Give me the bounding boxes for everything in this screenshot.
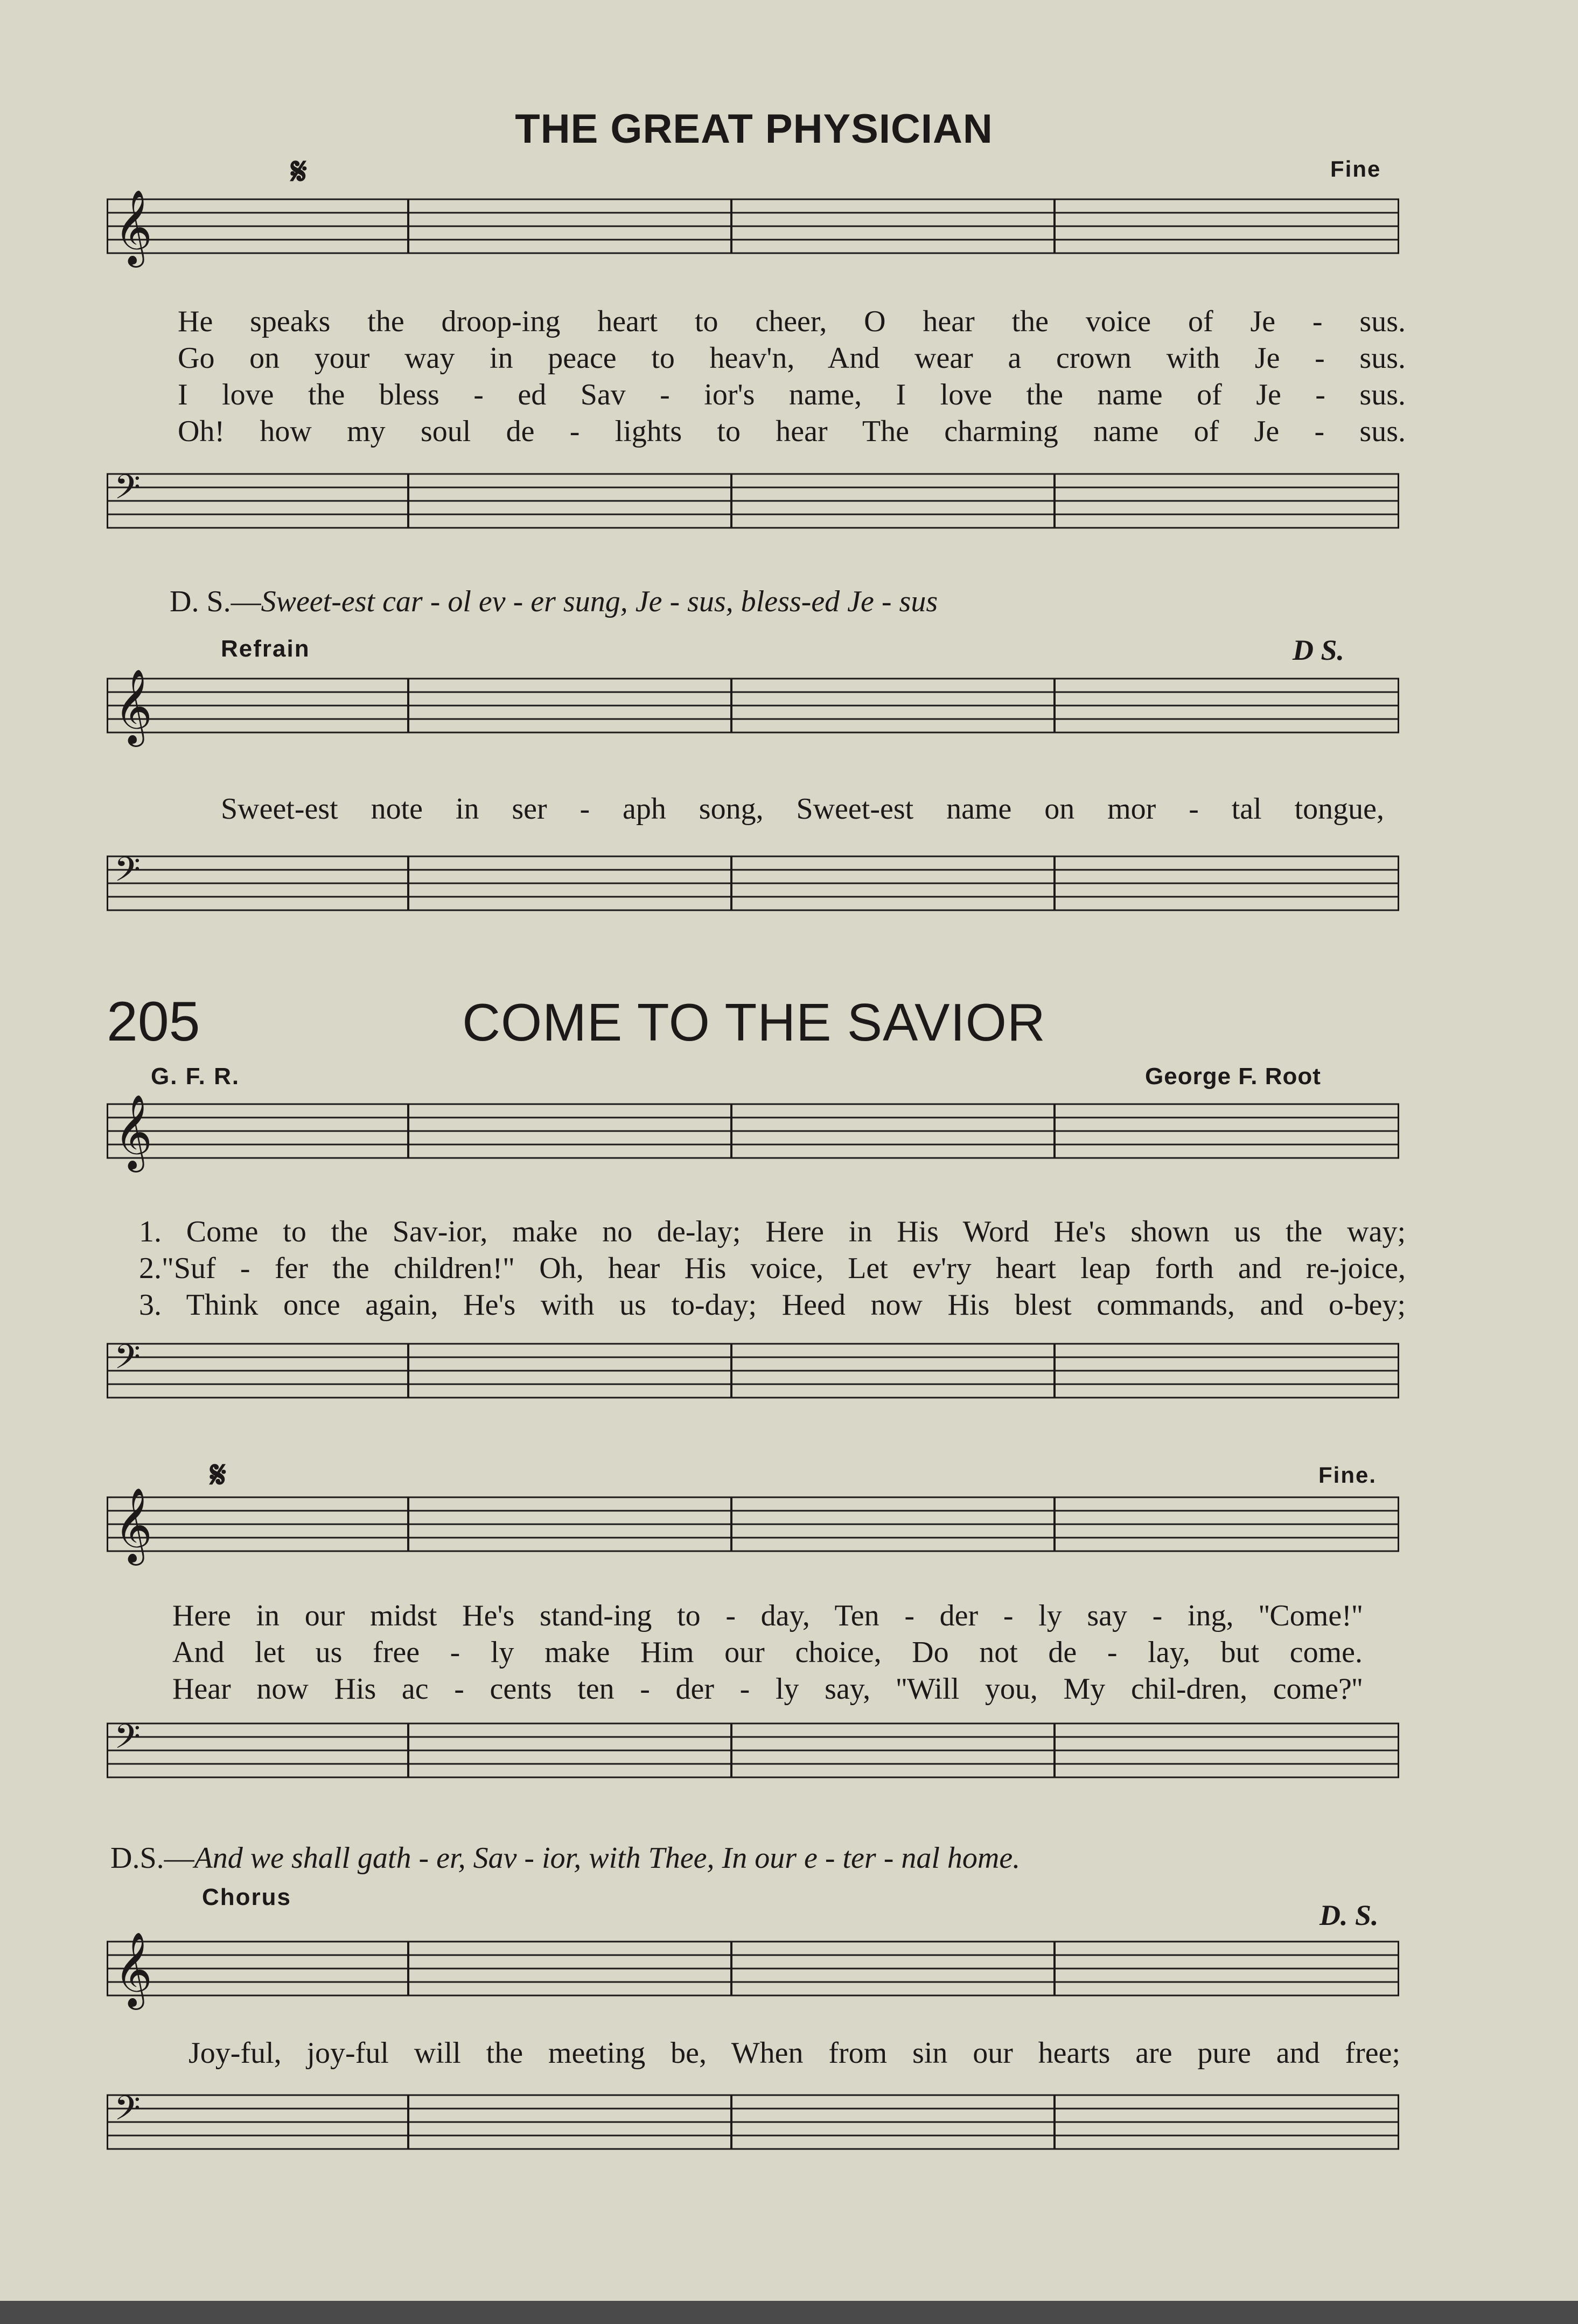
- music-staff-treble: [107, 1931, 1399, 2017]
- svg-text:𝄢: 𝄢: [114, 1716, 141, 1764]
- verse-line: 3. Think once again, He's with us to-day; Heed now His blest commands, and o-bey;: [139, 1288, 1406, 1322]
- ds-mark: D. S.: [1319, 1899, 1379, 1931]
- svg-text:𝄞: 𝄞: [114, 1094, 152, 1169]
- refrain-line: Sweet-est note in ser - aph song, Sweet-est name on mor - tal tongue,: [221, 792, 1384, 826]
- svg-text:𝄞: 𝄞: [114, 190, 152, 264]
- music-staff-bass: [107, 846, 1399, 932]
- music-staff-treble: [107, 1486, 1399, 1573]
- author-initials: G. F. R.: [151, 1063, 240, 1090]
- fine-marking: Fine: [1330, 156, 1381, 182]
- verse-line: Oh! how my soul de - lights to hear The charming name of Je - sus.: [178, 415, 1406, 448]
- verse-line: I love the bless - ed Sav - ior's name, I love the name of Je - sus.: [178, 378, 1406, 411]
- svg-text:𝄞: 𝄞: [114, 1932, 152, 2007]
- svg-text:𝄞: 𝄞: [114, 669, 152, 744]
- music-staff-bass: [107, 1333, 1399, 1419]
- music-staff-treble: [107, 668, 1399, 754]
- verse-line: 2."Suf - fer the children!" Oh, hear His voice, Let ev'ry heart leap forth and re-joice,: [139, 1252, 1406, 1285]
- ds-text: Sweet-est car - ol ev - er sung, Je - sus, bless-ed Je - sus: [261, 585, 938, 618]
- verse-line: He speaks the droop-ing heart to cheer, O hear the voice of Je - sus.: [178, 305, 1406, 338]
- verse-line: 1. Come to the Sav-ior, make no de-lay; Here in His Word He's shown us the way;: [139, 1215, 1406, 1248]
- svg-text:𝄢: 𝄢: [114, 1337, 141, 1385]
- svg-text:𝄢: 𝄢: [114, 849, 141, 897]
- verse-line: Go on your way in peace to heav'n, And wear a crown with Je - sus.: [178, 341, 1406, 375]
- composer-name: George F. Root: [1145, 1063, 1321, 1090]
- verse-line: Here in our midst He's stand-ing to - day, Ten - der - ly say - ing, ''Come!'': [172, 1599, 1363, 1632]
- music-staff-bass: [107, 463, 1399, 549]
- refrain-label: Refrain: [221, 636, 310, 662]
- music-staff-bass: [107, 1713, 1399, 1799]
- music-staff-treble: [107, 1093, 1399, 1180]
- ds-instruction: [170, 584, 938, 619]
- hymn-number: 205: [107, 990, 200, 1053]
- ds-instruction: [110, 1841, 1020, 1875]
- ds-mark: D S.: [1293, 634, 1345, 666]
- page-bottom-edge: [0, 2301, 1578, 2324]
- hymn-title: COME TO THE SAVIOR: [462, 993, 1046, 1052]
- svg-text:𝄢: 𝄢: [114, 467, 141, 515]
- fine-marking: Fine.: [1318, 1462, 1377, 1488]
- verse-line: Hear now His ac - cents ten - der - ly say, ''Will you, My chil-dren, come?'': [172, 1672, 1363, 1706]
- ds-prefix: D.S.—: [110, 1841, 194, 1875]
- hymn-title: THE GREAT PHYSICIAN: [515, 106, 993, 152]
- chorus-label: Chorus: [202, 1884, 291, 1910]
- chorus-line: Joy-ful, joy-ful will the meeting be, When from sin our hearts are pure and free;: [188, 2036, 1400, 2070]
- ds-text: And we shall gath - er, Sav - ior, with Thee, In our e - ter - nal home.: [194, 1841, 1021, 1875]
- music-staff-bass: [107, 2084, 1399, 2171]
- segno-icon: 𝄋: [291, 151, 308, 193]
- segno-icon: 𝄋: [210, 1455, 227, 1496]
- music-staff-treble: [107, 189, 1399, 275]
- svg-text:𝄢: 𝄢: [114, 2088, 141, 2136]
- verse-line: And let us free - ly make Him our choice, Do not de - lay, but come.: [172, 1636, 1363, 1669]
- ds-prefix: D. S.—: [170, 585, 261, 618]
- svg-text:𝄞: 𝄞: [114, 1488, 152, 1562]
